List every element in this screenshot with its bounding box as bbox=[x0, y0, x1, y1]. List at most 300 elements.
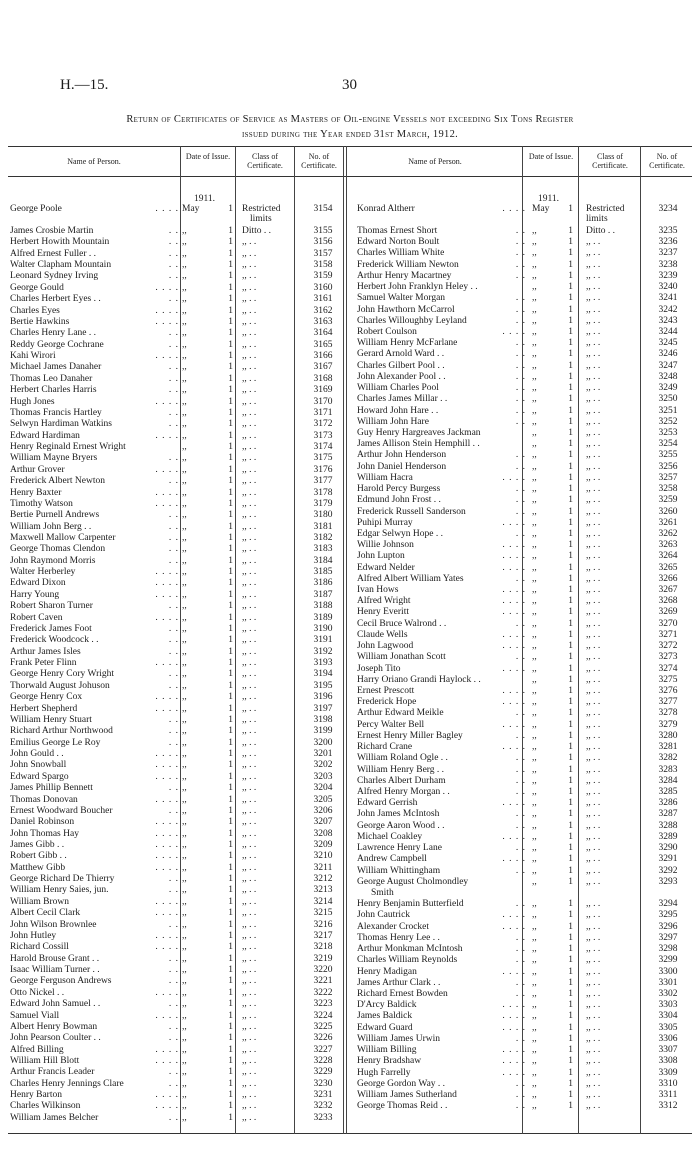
issue-month: ,, bbox=[182, 930, 187, 941]
leader-dots: . . bbox=[515, 1033, 526, 1044]
leader-dots: . . . . bbox=[502, 629, 526, 640]
certificate-number: 3307 bbox=[658, 1045, 678, 1056]
certificate-class: ,, . . bbox=[586, 259, 601, 270]
issue-day: 1 bbox=[228, 851, 233, 862]
leader-dots: . . . . bbox=[155, 1056, 179, 1066]
person-name: Bertie Purnell Andrews bbox=[10, 510, 100, 521]
table-row bbox=[357, 1023, 697, 1034]
leader-dots: . . . . bbox=[155, 771, 179, 782]
leader-dots: . . . . bbox=[502, 1056, 526, 1067]
leader-dots: . . . . bbox=[155, 1010, 179, 1021]
certificate-class: ,, . . bbox=[242, 999, 257, 1010]
table-row bbox=[10, 829, 350, 840]
leader-dots: . . . . bbox=[155, 578, 179, 589]
leader-dots: . . bbox=[168, 646, 179, 657]
table-row bbox=[10, 317, 350, 328]
table-row bbox=[10, 397, 350, 408]
certificate-number: 3293 bbox=[658, 876, 678, 887]
issue-day: 1 bbox=[568, 742, 573, 753]
certificate-number: 3302 bbox=[658, 988, 678, 999]
leader-dots: . . bbox=[168, 669, 179, 680]
certificate-number: 3240 bbox=[658, 282, 678, 293]
issue-month: ,, bbox=[182, 1044, 187, 1055]
person-name: Henry Reginald Ernest Wright bbox=[10, 442, 126, 453]
certificate-class: ,, . . bbox=[242, 601, 257, 612]
leader-dots: . . . . bbox=[155, 567, 179, 578]
leader-dots: . . . . bbox=[155, 930, 179, 941]
leader-dots: . . . . bbox=[155, 1044, 179, 1055]
table-row bbox=[357, 1101, 697, 1112]
table-row bbox=[357, 989, 697, 1000]
issue-day: 1 bbox=[228, 658, 233, 669]
issue-month: ,, bbox=[182, 896, 187, 907]
certificate-number: 3195 bbox=[313, 680, 333, 691]
issue-day: 1 bbox=[228, 771, 233, 782]
certificate-class: ,, . . bbox=[242, 282, 257, 293]
certificate-number: 3235 bbox=[658, 226, 678, 236]
certificate-number: 3229 bbox=[313, 1067, 333, 1078]
table-row bbox=[357, 361, 697, 372]
certificate-number: 3213 bbox=[313, 885, 333, 896]
person-name: Guy Henry Hargreaves Jackman bbox=[357, 427, 481, 438]
certificate-class: ,, . . bbox=[242, 817, 257, 828]
certificate-class: ,, . . bbox=[242, 874, 257, 885]
issue-month: ,, bbox=[532, 472, 537, 483]
table-row bbox=[10, 920, 350, 931]
table-row bbox=[357, 574, 697, 585]
issue-month: ,, bbox=[182, 737, 187, 748]
issue-day: 1 bbox=[228, 407, 233, 418]
certificate-class: ,, . . bbox=[242, 396, 257, 407]
issue-month: ,, bbox=[532, 652, 537, 663]
issue-month: ,, bbox=[532, 753, 537, 764]
table-row bbox=[357, 933, 697, 944]
issue-day: 1 bbox=[228, 839, 233, 850]
certificate-number: 3269 bbox=[658, 607, 678, 618]
certificate-number: 3158 bbox=[313, 260, 333, 271]
issue-day: 1 bbox=[228, 942, 233, 953]
table-row bbox=[10, 1101, 350, 1112]
certificate-number: 3184 bbox=[313, 555, 333, 566]
issue-month: ,, bbox=[532, 742, 537, 753]
leader-dots: . . bbox=[515, 506, 526, 517]
issue-day: 1 bbox=[228, 373, 233, 384]
person-name: Edward John Samuel . . bbox=[10, 999, 101, 1010]
person-name: Arthur Monkman McIntosh bbox=[357, 944, 463, 955]
certificate-number: 3217 bbox=[313, 930, 333, 941]
certificate-class: ,, . . bbox=[242, 271, 257, 282]
certificate-number: 3231 bbox=[313, 1090, 333, 1101]
issue-month: ,, bbox=[182, 771, 187, 782]
certificate-class: ,, . . bbox=[586, 1101, 601, 1112]
certificate-number: 3160 bbox=[313, 282, 333, 293]
certificate-class: ,, . . bbox=[242, 635, 257, 646]
issue-month: ,, bbox=[182, 805, 187, 816]
certificate-number: 3306 bbox=[658, 1033, 678, 1044]
person-name: John Raymond Morris bbox=[10, 555, 96, 566]
issue-day: 1 bbox=[228, 1112, 233, 1123]
document-title bbox=[10, 112, 690, 142]
certificate-number: 3181 bbox=[313, 521, 333, 532]
leader-dots: . . bbox=[515, 461, 526, 472]
table-row bbox=[357, 955, 697, 966]
issue-month: ,, bbox=[532, 338, 537, 349]
leader-dots: . . bbox=[168, 544, 179, 555]
page-number: 30 bbox=[342, 77, 357, 93]
issue-day: 1 bbox=[228, 794, 233, 805]
table-row bbox=[357, 406, 697, 417]
person-name: Charles Willoughby Leyland bbox=[357, 315, 467, 326]
issue-day: 1 bbox=[568, 775, 573, 786]
certificate-class: ,, . . bbox=[242, 567, 257, 578]
leader-dots: . . bbox=[168, 453, 179, 464]
issue-month: ,, bbox=[182, 669, 187, 680]
person-name: George Henry Cory Wright bbox=[10, 669, 115, 680]
certificate-class: ,, . . bbox=[586, 450, 601, 461]
issue-month: ,, bbox=[182, 1010, 187, 1021]
certificate-class: ,, . . bbox=[242, 612, 257, 623]
issue-month: ,, bbox=[532, 1033, 537, 1044]
certificate-number: 3245 bbox=[658, 338, 678, 349]
issue-day: 1 bbox=[568, 270, 573, 281]
issue-day: 1 bbox=[568, 921, 573, 932]
issue-day: 1 bbox=[568, 540, 573, 551]
person-name: William Hacra bbox=[357, 472, 413, 483]
certificate-class: ,, . . bbox=[242, 498, 257, 509]
person-name: Robert Gibb . . bbox=[10, 851, 67, 862]
person-name: Charles William Reynolds bbox=[357, 955, 458, 966]
table-row bbox=[357, 776, 697, 787]
table-row bbox=[10, 294, 350, 305]
col-header-date: Date of Issue. bbox=[528, 152, 574, 161]
leader-dots: . . . . bbox=[155, 794, 179, 805]
issue-month: ,, bbox=[532, 596, 537, 607]
issue-month: ,, bbox=[182, 680, 187, 691]
table-row bbox=[10, 271, 350, 282]
issue-month: ,, bbox=[532, 719, 537, 730]
issue-month: ,, bbox=[182, 544, 187, 555]
leader-dots: . . . . bbox=[155, 1101, 179, 1112]
certificate-class: ,, . . bbox=[586, 652, 601, 663]
person-name: Edward Spargo bbox=[10, 771, 69, 782]
issue-day: 1 bbox=[568, 461, 573, 472]
certificate-number: 3168 bbox=[313, 373, 333, 384]
certificate-class: ,, . . bbox=[242, 464, 257, 475]
issue-day: 1 bbox=[568, 854, 573, 865]
certificate-class: ,, . . bbox=[586, 1022, 601, 1033]
leader-dots: . . . . bbox=[502, 1000, 526, 1011]
issue-day: 1 bbox=[568, 708, 573, 719]
issue-month: ,, bbox=[532, 237, 537, 248]
issue-month: ,, bbox=[532, 427, 537, 438]
table-row bbox=[357, 473, 697, 484]
person-name: Henry Madigan bbox=[357, 966, 417, 977]
person-name: Samuel Walter Morgan bbox=[357, 293, 446, 304]
issue-day: 1 bbox=[568, 394, 573, 405]
certificate-number: 3309 bbox=[658, 1067, 678, 1078]
certificate-number: 3259 bbox=[658, 495, 678, 506]
person-name: Henry Bradshaw bbox=[357, 1056, 422, 1067]
certificate-class: ,, . . bbox=[586, 899, 601, 910]
person-name: John Lupton bbox=[357, 551, 405, 562]
issue-day: 1 bbox=[228, 828, 233, 839]
certificate-number: 3299 bbox=[658, 955, 678, 966]
table-row bbox=[10, 465, 350, 476]
leader-dots: . . bbox=[168, 635, 179, 646]
leader-dots: . . bbox=[168, 294, 179, 305]
table-row bbox=[10, 1011, 350, 1022]
certificate-class: ,, . . bbox=[242, 1021, 257, 1032]
issue-month: ,, bbox=[182, 692, 187, 703]
issue-month: ,, bbox=[532, 450, 537, 461]
table-row bbox=[10, 658, 350, 669]
certificate-number: 3243 bbox=[658, 315, 678, 326]
certificate-number: 3232 bbox=[313, 1101, 333, 1112]
person-name: Edmund John Frost . . bbox=[357, 495, 441, 506]
certificate-class: ,, . . bbox=[242, 680, 257, 691]
certificate-class-continued: limits bbox=[586, 214, 608, 224]
leader-dots: . . bbox=[515, 270, 526, 281]
certificate-class: ,, . . bbox=[242, 669, 257, 680]
issue-month: ,, bbox=[532, 585, 537, 596]
leader-dots: . . bbox=[515, 787, 526, 797]
table-row bbox=[357, 821, 697, 832]
table-row bbox=[357, 428, 697, 439]
table-row bbox=[357, 1079, 697, 1090]
leader-dots: . . bbox=[168, 510, 179, 521]
table-row bbox=[357, 450, 697, 461]
table-row bbox=[10, 1022, 350, 1033]
certificate-number: 3202 bbox=[313, 760, 333, 771]
table-row bbox=[357, 462, 697, 473]
issue-day: 1 bbox=[568, 686, 573, 697]
certificate-number: 3311 bbox=[658, 1089, 678, 1100]
leader-dots: . . bbox=[168, 874, 179, 885]
issue-month: ,, bbox=[182, 453, 187, 464]
issue-day: 1 bbox=[568, 472, 573, 483]
certificate-number: 3171 bbox=[313, 407, 333, 418]
certificate-class: ,, . . bbox=[586, 787, 601, 797]
certificate-number: 3211 bbox=[313, 862, 333, 873]
leader-dots: . . bbox=[168, 1021, 179, 1032]
issue-month: ,, bbox=[532, 517, 537, 528]
person-name: Harry Young bbox=[10, 589, 60, 600]
leader-dots: . . bbox=[515, 573, 526, 584]
certificate-number: 3237 bbox=[658, 248, 678, 259]
issue-day: 1 bbox=[228, 1033, 233, 1044]
issue-day: 1 bbox=[228, 589, 233, 600]
certificate-number: 3264 bbox=[658, 551, 678, 562]
certificate-class: ,, . . bbox=[586, 977, 601, 988]
certificate-class: ,, . . bbox=[242, 851, 257, 862]
issue-day: 1 bbox=[568, 988, 573, 999]
certificate-number: 3227 bbox=[313, 1044, 333, 1055]
person-name: John Pearson Coulter . . bbox=[10, 1033, 101, 1044]
table-row bbox=[10, 431, 350, 442]
issue-month: ,, bbox=[182, 658, 187, 669]
certificate-class: ,, . . bbox=[242, 407, 257, 418]
issue-month: ,, bbox=[532, 1078, 537, 1089]
table-row bbox=[357, 349, 697, 360]
leader-dots: . . . . bbox=[502, 204, 526, 214]
leader-dots: . . bbox=[515, 371, 526, 382]
certificate-number: 3198 bbox=[313, 714, 333, 725]
issue-day: 1 bbox=[568, 495, 573, 506]
person-name: Charles Albert Durham bbox=[357, 775, 446, 786]
issue-month: ,, bbox=[182, 442, 187, 453]
issue-month: ,, bbox=[532, 798, 537, 809]
issue-month: ,, bbox=[532, 1022, 537, 1033]
leader-dots: . . bbox=[515, 248, 526, 259]
table-row bbox=[10, 715, 350, 726]
person-name: William Charles Pool bbox=[357, 383, 439, 394]
issue-month: ,, bbox=[182, 703, 187, 714]
issue-day: 1 bbox=[228, 498, 233, 509]
issue-month: ,, bbox=[182, 521, 187, 532]
certificate-class: ,, . . bbox=[586, 360, 601, 371]
issue-month: ,, bbox=[182, 783, 187, 794]
certificate-class: ,, . . bbox=[586, 1089, 601, 1100]
leader-dots: . . . . bbox=[502, 1067, 526, 1078]
issue-day: 1 bbox=[228, 885, 233, 896]
certificate-number: 3199 bbox=[313, 726, 333, 737]
issue-month: ,, bbox=[182, 476, 187, 487]
issue-month: ,, bbox=[532, 787, 537, 797]
issue-month: ,, bbox=[532, 383, 537, 394]
issue-day: 1 bbox=[568, 304, 573, 315]
leader-dots: . . bbox=[168, 805, 179, 816]
certificate-class: ,, . . bbox=[242, 544, 257, 555]
issue-day: 1 bbox=[568, 405, 573, 416]
leader-dots: . . bbox=[515, 988, 526, 999]
person-name: William Henry Stuart bbox=[10, 714, 92, 725]
table-row bbox=[10, 328, 350, 339]
person-name: Herbert Howith Mountain bbox=[10, 237, 110, 248]
issue-day: 1 bbox=[228, 248, 233, 259]
certificate-number: 3188 bbox=[313, 601, 333, 612]
leader-dots: . . bbox=[515, 416, 526, 427]
person-name: James Gibb . . bbox=[10, 839, 65, 850]
table-row bbox=[357, 372, 697, 383]
person-name: Leonard Sydney Irving bbox=[10, 271, 99, 282]
issue-day: 1 bbox=[568, 204, 573, 214]
person-name: Frederick James Foot bbox=[10, 623, 92, 634]
table-row bbox=[10, 863, 350, 874]
leader-dots: . . bbox=[168, 532, 179, 543]
person-name: George Gordon Way . . bbox=[357, 1078, 446, 1089]
issue-month: ,, bbox=[182, 976, 187, 987]
leader-dots: . . bbox=[168, 419, 179, 430]
issue-month: ,, bbox=[532, 988, 537, 999]
person-name: William Mayne Bryers bbox=[10, 453, 98, 464]
person-name: Emilius George Le Roy bbox=[10, 737, 101, 748]
certificate-number: 3172 bbox=[313, 419, 333, 430]
table-row bbox=[357, 765, 697, 776]
issue-day: 1 bbox=[568, 293, 573, 304]
certificate-class: ,, . . bbox=[242, 578, 257, 589]
certificate-class: ,, . . bbox=[242, 442, 257, 453]
issue-day: 1 bbox=[228, 204, 233, 214]
issue-day: 1 bbox=[568, 349, 573, 360]
certificate-class: ,, . . bbox=[586, 1078, 601, 1089]
certificate-class: ,, . . bbox=[586, 517, 601, 528]
certificate-number: 3272 bbox=[658, 641, 678, 652]
issue-month: ,, bbox=[532, 618, 537, 629]
issue-month: ,, bbox=[532, 394, 537, 405]
issue-day: 1 bbox=[568, 506, 573, 517]
certificate-class: ,, . . bbox=[586, 338, 601, 349]
issue-month: ,, bbox=[532, 730, 537, 741]
certificate-class: ,, . . bbox=[242, 737, 257, 748]
issue-day: 1 bbox=[228, 749, 233, 760]
issue-day: 1 bbox=[568, 618, 573, 629]
person-name: John Hutley bbox=[10, 930, 57, 941]
table-row bbox=[357, 1000, 697, 1011]
table-row bbox=[10, 488, 350, 499]
certificate-class: ,, . . bbox=[242, 646, 257, 657]
certificate-number: 3212 bbox=[313, 874, 333, 885]
certificate-number: 3193 bbox=[313, 658, 333, 669]
issue-day: 1 bbox=[228, 339, 233, 350]
certificate-class: ,, . . bbox=[242, 555, 257, 566]
person-name: Arthur Edward Meikle bbox=[357, 708, 444, 719]
certificate-class: ,, . . bbox=[586, 427, 601, 438]
person-name: George Thomas Reid . . bbox=[357, 1101, 448, 1112]
issue-month: ,, bbox=[532, 910, 537, 921]
issue-month: ,, bbox=[182, 1033, 187, 1044]
leader-dots: . . . . bbox=[502, 742, 526, 753]
certificate-number: 3176 bbox=[313, 464, 333, 475]
issue-day: 1 bbox=[228, 601, 233, 612]
person-name: Charles Wilkinson bbox=[10, 1101, 81, 1112]
person-name: Frederick Albert Newton bbox=[10, 476, 105, 487]
certificate-class: ,, . . bbox=[242, 589, 257, 600]
certificate-class: ,, . . bbox=[586, 495, 601, 506]
person-name: Harry Oriano Grandi Haylock . . bbox=[357, 674, 481, 685]
person-name: D'Arcy Baldick bbox=[357, 1000, 417, 1011]
table-row bbox=[10, 954, 350, 965]
certificate-number: 3194 bbox=[313, 669, 333, 680]
person-name: William Roland Ogle . . bbox=[357, 753, 448, 764]
table-row bbox=[10, 976, 350, 987]
issue-month: ,, bbox=[532, 1056, 537, 1067]
person-name: Edward Hardiman bbox=[10, 430, 80, 441]
certificate-number: 3214 bbox=[313, 896, 333, 907]
certificate-class: ,, . . bbox=[586, 764, 601, 775]
certificate-class: ,, . . bbox=[586, 932, 601, 943]
table-row bbox=[10, 476, 350, 487]
person-name: Thomas Donovan bbox=[10, 794, 78, 805]
person-name: Ivan Hows bbox=[357, 585, 399, 596]
certificate-class: ,, . . bbox=[586, 237, 601, 248]
certificate-class: ,, . . bbox=[242, 908, 257, 919]
table-row bbox=[10, 908, 350, 919]
certificate-class: ,, . . bbox=[242, 294, 257, 305]
certificate-number: 3177 bbox=[313, 476, 333, 487]
issue-month: ,, bbox=[532, 977, 537, 988]
certificate-class: ,, . . bbox=[586, 753, 601, 764]
certificate-number: 3170 bbox=[313, 396, 333, 407]
certificate-class: ,, . . bbox=[586, 383, 601, 394]
issue-month: ,, bbox=[532, 270, 537, 281]
certificate-number: 3197 bbox=[313, 703, 333, 714]
table-row bbox=[10, 544, 350, 555]
table-row bbox=[357, 327, 697, 338]
table-row bbox=[357, 529, 697, 540]
issue-month: ,, bbox=[532, 641, 537, 652]
person-name: Herbert Shepherd bbox=[10, 703, 78, 714]
issue-day: 1 bbox=[568, 528, 573, 539]
